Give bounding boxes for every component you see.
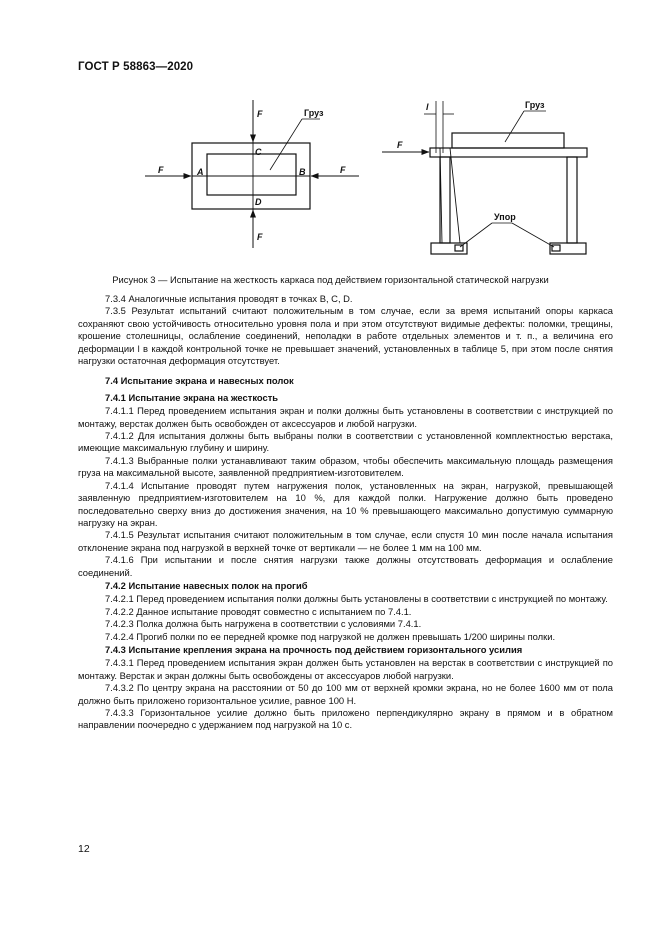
clause-7-4-1-6: 7.4.1.6 При испытании и после снятия нагрузки также должны отсутствовать деформация и ослабление соединений.	[78, 554, 613, 578]
document-body	[78, 293, 613, 732]
load-block	[452, 133, 564, 148]
load-leader-line	[270, 119, 302, 170]
inner-frame	[207, 154, 296, 195]
clause-7-4-1-4: 7.4.1.4 Испытание проводят путем нагружения полок, установленных на экран, нагрузкой, превышающей заявленную предприятием-изготовителем на 10 %, для каждой полки. Нагружение должно быть проведено последовательно сверху вниз до достижения значения, на 10 % превышающего максимально допустимую суммарную нагрузку на экран.	[78, 479, 613, 528]
clause-7-4-1-5: 7.4.1.5 Результат испытания считают положительным в том случае, если спустя 10 мин после начала испытания отклонение экрана под нагрузкой в верхней точке от вертикали — не более 1 мм на 100 мм.	[78, 529, 613, 553]
clause-7-4-1-3: 7.4.1.3 Выбранные полки устанавливают таким образом, чтобы обеспечить максимальную площадь размещения груза на максимальной высоте, заявленной предприятием-изготовителем.	[78, 454, 613, 479]
clause-7-4-2-1: 7.4.2.1 Перед проведением испытания полки должны быть установлены в соответствии с инструкцией по монтажу.	[105, 593, 608, 605]
point-label-a: A	[197, 167, 204, 177]
subsection-heading-7-4-2: 7.4.2 Испытание навесных полок на прогиб	[105, 579, 308, 591]
force-label-side: F	[397, 140, 403, 150]
subsection-heading-7-4-1: 7.4.1 Испытание экрана на жесткость	[105, 391, 279, 403]
load-label-right: Груз	[525, 100, 545, 110]
clause-7-4-3-3: 7.4.3.3 Горизонтальное усилие должно быть приложено перпендикулярно экрану в прямом и в обратном направлении поочередно с удержанием под нагрузкой на 10 с.	[78, 707, 613, 731]
deflection-label: l	[426, 102, 429, 112]
right-leg	[567, 157, 577, 243]
document-header: ГОСТ Р 58863—2020	[78, 61, 194, 73]
clause-7-4-1-2: 7.4.1.2 Для испытания должны быть выбраны полки в соответствии с установленной комплектностью верстака, имеющие максимальную глубину и ширину.	[78, 430, 613, 454]
force-label-left: F	[158, 165, 164, 175]
point-label-d: D	[255, 197, 262, 207]
stop-leader-right	[512, 223, 554, 247]
clause-7-3-4: 7.3.4 Аналогичные испытания проводят в точках B, C, D.	[105, 293, 353, 304]
clause-7-3-5: 7.3.5 Результат испытаний считают положительным в том случае, если за время испытаний опоры каркаса сохраняют свою устойчивость относительно уровня пола и при этом отсутствуют видимые дефекты: поломки, трещины, крошение столешницы, ослабление соединений, неполадки в работе отдельных элементов и т. п., а величина его деформации l в каждой контрольной точке не превышает значений, установленных в таблице 5, при этом после снятия нагрузки остаточная деформация отсутствует.	[78, 305, 613, 367]
force-label-bottom: F	[257, 232, 263, 242]
stop-leader-left	[460, 223, 492, 247]
frame-top-view	[192, 139, 310, 213]
subsection-heading-7-4-3: 7.4.3 Испытание крепления экрана на прочность под действием горизонтального усилия	[105, 643, 523, 655]
point-label-c: C	[255, 147, 262, 157]
frame-side-view	[430, 133, 587, 254]
clause-7-4-3-2: 7.4.3.2 По центру экрана на расстоянии от 50 до 100 мм от верхней кромки экрана, но не более 1600 мм от пола должно быть приложено горизонтальное усилие, равное 100 Н.	[78, 682, 613, 706]
stop-label: Упор	[494, 212, 516, 222]
tabletop	[430, 148, 587, 157]
clause-7-4-2-2: 7.4.2.2 Данное испытание проводят совместно с испытанием по 7.4.1.	[105, 605, 412, 617]
point-label-b: B	[299, 167, 306, 177]
clause-7-4-2-4: 7.4.2.4 Прогиб полки по ее передней кромке под нагрузкой не должен превышать 1/200 ширины полки.	[105, 630, 556, 642]
clause-7-4-3-1: 7.4.3.1 Перед проведением испытания экран должен быть установлен на верстак в соответствии с инструкцией по монтажу. Верстак и экран должны быть освобождены от аксессуаров любой нагрузки.	[78, 657, 613, 681]
clause-7-4-1-1: 7.4.1.1 Перед проведением испытания экран и полки должны быть установлены в соответствии с инструкцией по монтажу, верстак должен быть освобожден от аксессуаров и любой нагрузки.	[78, 405, 613, 429]
section-heading-7-4: 7.4 Испытание экрана и навесных полок	[105, 375, 294, 387]
force-label-right: F	[340, 165, 346, 175]
figure-caption: Рисунок 3 — Испытание на жесткость каркаса под действием горизонтальной статической нагрузки	[112, 274, 549, 285]
figure-3-diagram	[140, 95, 600, 265]
page-number: 12	[78, 843, 90, 855]
right-stop	[552, 245, 560, 251]
load-label-left: Груз	[304, 108, 324, 118]
force-label-top: F	[257, 109, 263, 119]
load-leader-side	[505, 111, 524, 142]
clause-7-4-2-3: 7.4.2.3 Полка должна быть нагружена в соответствии с условиями 7.4.1.	[105, 618, 422, 630]
